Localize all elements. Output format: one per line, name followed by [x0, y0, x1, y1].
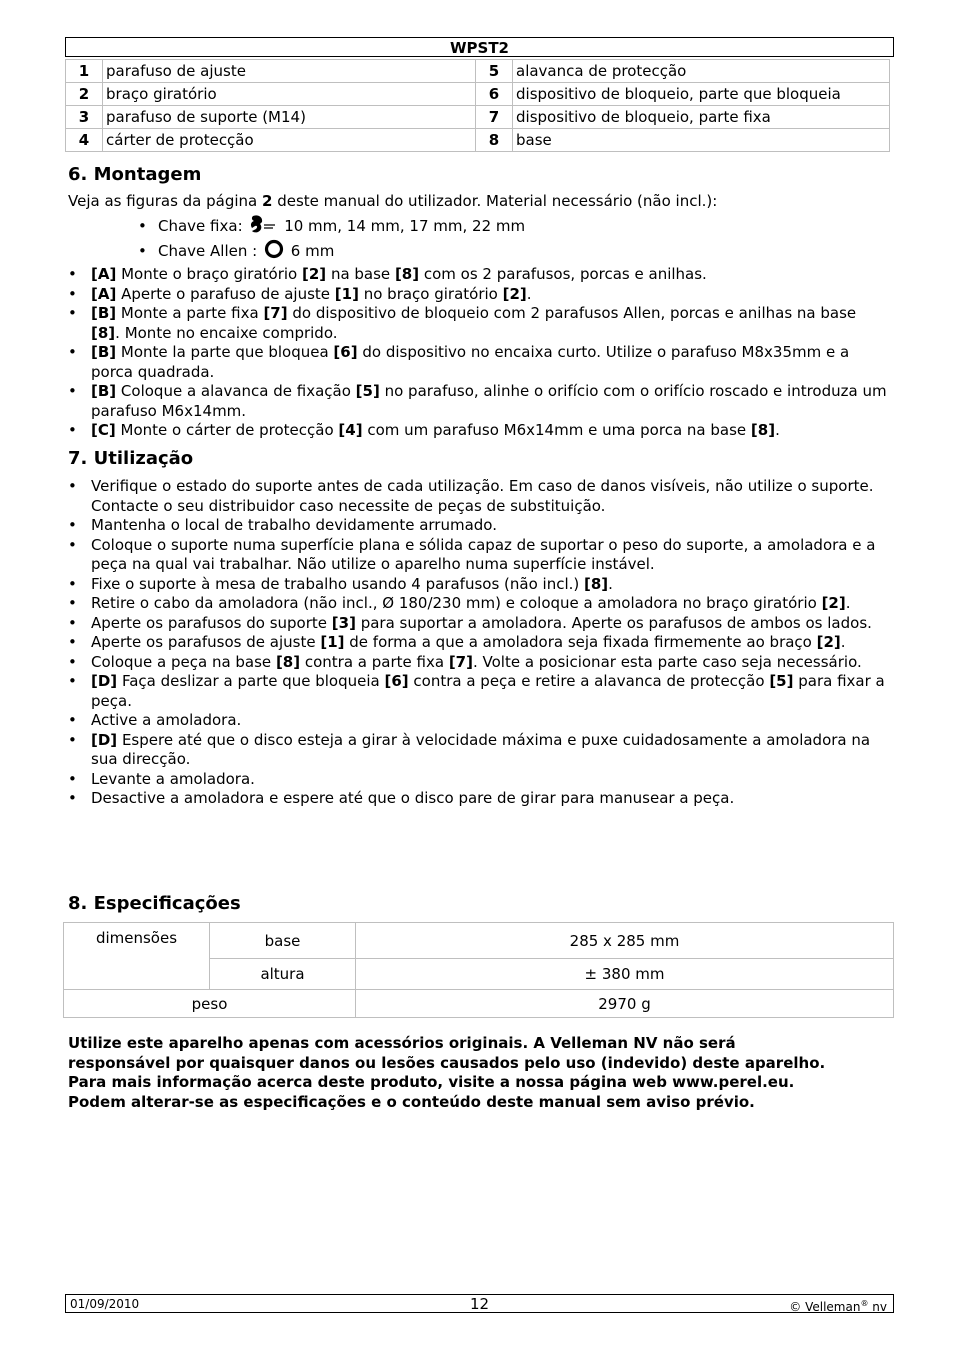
- list-item: • Active a amoladora.: [68, 711, 888, 731]
- allen-key-icon: [264, 239, 284, 267]
- list-item: • Desactive a amoladora e espere até que o disco pare de girar para manusear a peça.: [68, 789, 888, 809]
- left-label-cell: parafuso de suporte (M14): [103, 106, 476, 129]
- list-item: • Verifique o estado do suporte antes de cada utilização. Em caso de danos visíveis, não utilize o suporte. Contacte o seu distribuidor caso necessite de peças de substituição.: [68, 477, 888, 516]
- list-item: • Aperte os parafusos do suporte [3] para suportar a amoladora. Aperte os parafusos de ambos os lados.: [68, 614, 888, 634]
- spec-base-label: base: [210, 923, 356, 959]
- list-item: • [B] Monte a parte fixa [7] do dispositivo de bloqueio com 2 parafusos Allen, porcas e anilhas na base [8]. Monte no encaixe comprido.: [68, 304, 888, 343]
- spec-row-peso: [64, 990, 894, 1018]
- list-item: • [A] Aperte o parafuso de ajuste [1] no braço giratório [2].: [68, 285, 888, 305]
- list-item: • [B] Coloque a alavanca de fixação [5] no parafuso, alinhe o orifício com o orifício roscado e introduza um parafuso M6x14mm.: [68, 382, 888, 421]
- right-num-cell: 7: [476, 106, 513, 129]
- spec-dimensions-label: dimensões: [64, 923, 210, 990]
- footer-date: 01/09/2010: [70, 1297, 140, 1311]
- list-item: • Mantenha o local de trabalho devidamente arrumado.: [68, 516, 888, 536]
- spec-peso-value: 2970 g: [356, 990, 894, 1018]
- list-item: • [C] Monte o cárter de protecção [4] com um parafuso M6x14mm e uma porca na base [8].: [68, 421, 888, 441]
- spec-altura-label: altura: [210, 959, 356, 990]
- section-heading-especificacoes: 8. Especificações: [68, 893, 241, 914]
- right-label-cell: dispositivo de bloqueio, parte fixa: [513, 106, 890, 129]
- list-item: • [A] Monte o braço giratório [2] na base [8] com os 2 parafusos, porcas e anilhas.: [68, 265, 888, 285]
- parts-row: [66, 83, 890, 106]
- list-item: • Coloque a peça na base [8] contra a parte fixa [7]. Volte a posicionar esta parte caso seja necessário.: [68, 653, 888, 673]
- list-item: • Coloque o suporte numa superfície plana e sólida capaz de suportar o peso do suporte, a amoladora e a peça na qual vai trabalhar. Não utilize o aparelho numa superfície instável.: [68, 536, 888, 575]
- tool-item-wrench: • Chave fixa: 10 mm, 14 mm, 17 mm, 22 mm: [138, 214, 525, 239]
- left-num-cell: 4: [66, 129, 103, 152]
- parts-row: [66, 60, 890, 83]
- left-label-cell: cárter de protecção: [103, 129, 476, 152]
- spec-row-base: [64, 923, 894, 959]
- section-heading-utilizacao: 7. Utilização: [68, 448, 194, 469]
- section-heading-montagem: 6. Montagem: [68, 164, 202, 185]
- spec-peso-label: peso: [64, 990, 356, 1018]
- left-label-cell: braço giratório: [103, 83, 476, 106]
- footer-page-number: 12: [469, 1295, 490, 1313]
- list-item: • Levante a amoladora.: [68, 770, 888, 790]
- parts-table: [65, 59, 890, 152]
- right-label-cell: alavanca de protecção: [513, 60, 890, 83]
- montagem-steps: [68, 265, 888, 441]
- page-footer: [65, 1294, 894, 1313]
- list-item: • Fixe o suporte à mesa de trabalho usando 4 parafusos (não incl.) [8].: [68, 575, 888, 595]
- left-num-cell: 1: [66, 60, 103, 83]
- parts-row: [66, 106, 890, 129]
- left-label-cell: parafuso de ajuste: [103, 60, 476, 83]
- right-num-cell: 6: [476, 83, 513, 106]
- warning-notice: Utilize este aparelho apenas com acessórios originais. A Velleman NV não será responsável por quaisquer danos ou lesões causados pelo uso (indevido) deste aparelho. Para mais informação acerca deste produto, visite a nossa página web www.perel.eu. Podem alterar-se as especificações e o conteúdo deste manual sem aviso prévio.: [68, 1034, 826, 1111]
- right-num-cell: 8: [476, 129, 513, 152]
- left-num-cell: 2: [66, 83, 103, 106]
- tool-item-allen: • Chave Allen : 6 mm: [138, 239, 525, 264]
- list-item: • [B] Monte la parte que bloquea [6] do dispositivo no encaixa curto. Utilize o parafuso M8x35mm e a porca quadrada.: [68, 343, 888, 382]
- utilizacao-steps: [68, 477, 888, 809]
- list-item: • [D] Espere até que o disco esteja a girar à velocidade máxima e puxe cuidadosamente a amoladora na sua direcção.: [68, 731, 888, 770]
- right-label-cell: dispositivo de bloqueio, parte que bloqueia: [513, 83, 890, 106]
- right-num-cell: 5: [476, 60, 513, 83]
- wrench-icon: [249, 214, 277, 242]
- parts-row: [66, 129, 890, 152]
- right-label-cell: base: [513, 129, 890, 152]
- model-header: WPST2: [65, 37, 894, 57]
- left-num-cell: 3: [66, 106, 103, 129]
- list-item: • [D] Faça deslizar a parte que bloqueia [6] contra a peça e retire a alavanca de protecção [5] para fixar a peça.: [68, 672, 888, 711]
- montagem-intro: Veja as figuras da página 2 deste manual do utilizador. Material necessário (não incl.):: [68, 192, 718, 210]
- list-item: • Retire o cabo da amoladora (não incl., Ø 180/230 mm) e coloque a amoladora no braço giratório [2].: [68, 594, 888, 614]
- footer-copyright: © Velleman® nv: [789, 1299, 887, 1314]
- spec-base-value: 285 x 285 mm: [356, 923, 894, 959]
- specifications-table: [63, 922, 894, 1018]
- spec-altura-value: ± 380 mm: [356, 959, 894, 990]
- list-item: • Aperte os parafusos de ajuste [1] de forma a que a amoladora seja fixada firmemente ao braço [2].: [68, 633, 888, 653]
- tools-list: [138, 214, 525, 264]
